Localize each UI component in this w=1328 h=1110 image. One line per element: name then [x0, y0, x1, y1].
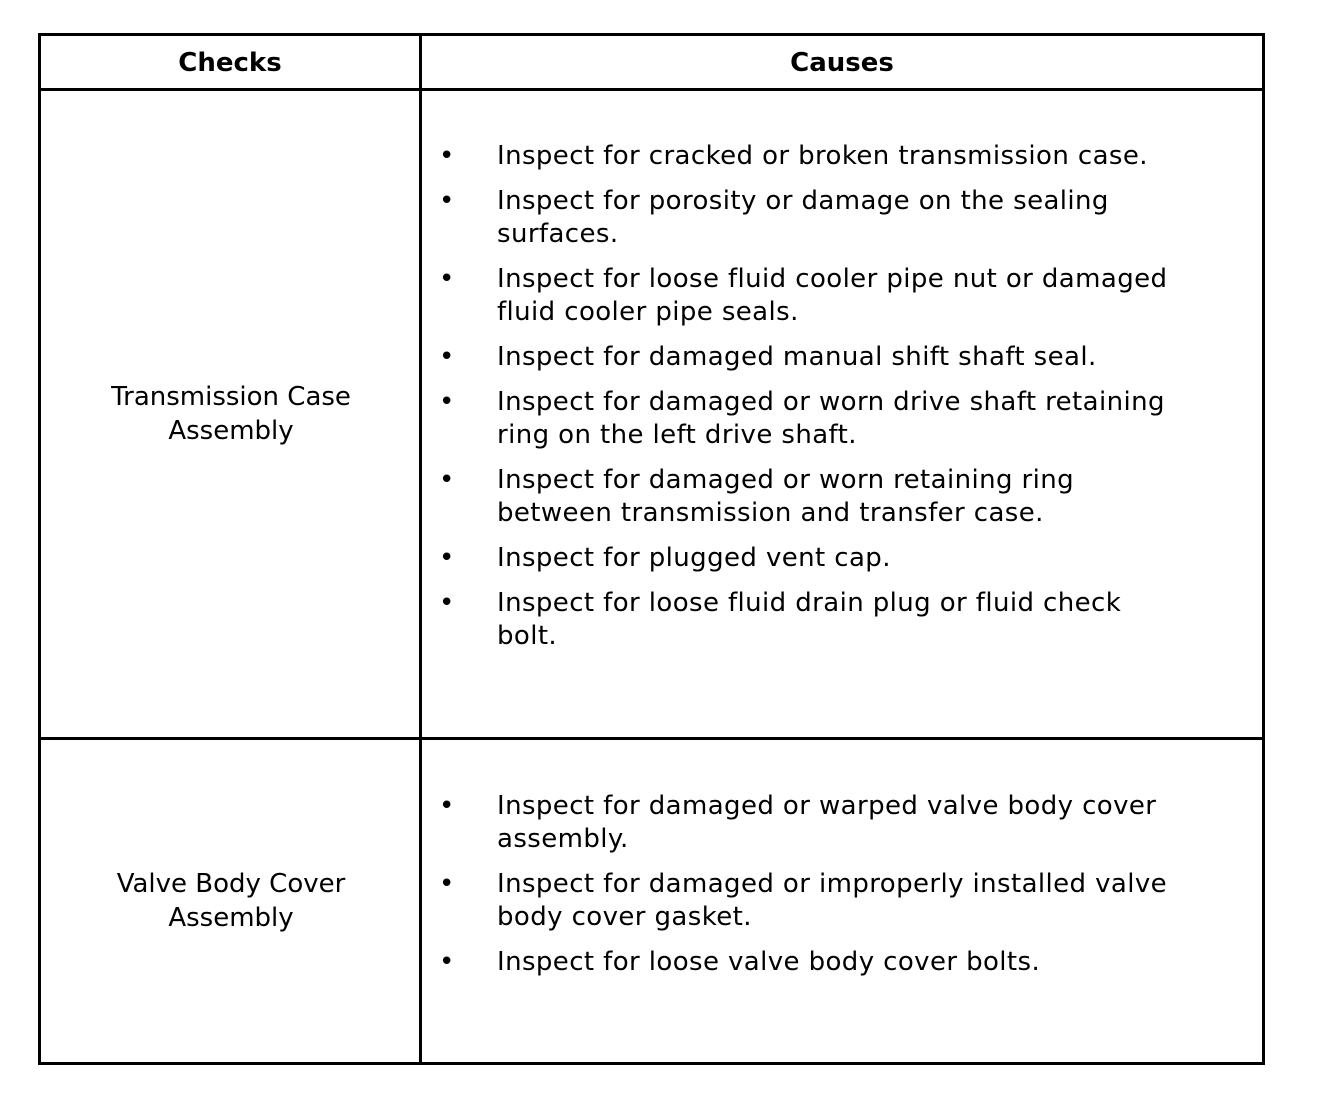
- list-item: • Inspect for loose fluid drain plug or fluid check bolt.: [439, 588, 1122, 651]
- header-causes: Causes: [790, 48, 894, 78]
- checks-causes-table: [38, 33, 1265, 1065]
- list-item: • Inspect for porosity or damage on the sealing surfaces.: [439, 186, 1109, 249]
- row-2-causes: [422, 790, 1262, 991]
- bullet-icon: •: [439, 588, 455, 618]
- bullet-icon: •: [439, 141, 455, 171]
- list-item: • Inspect for damaged or improperly installed valve body cover gasket.: [439, 869, 1168, 932]
- bullet-icon: •: [439, 543, 455, 573]
- list-item: • Inspect for loose valve body cover bolts.: [439, 947, 1041, 977]
- bullet-icon: •: [439, 342, 455, 372]
- bullet-icon: •: [439, 791, 455, 821]
- row-2-causes-list: [422, 790, 1262, 979]
- row-1-causes-list: [422, 140, 1262, 653]
- list-item: • Inspect for cracked or broken transmission case.: [439, 141, 1148, 171]
- list-item: • Inspect for damaged manual shift shaft seal.: [439, 342, 1097, 372]
- list-item: • Inspect for damaged or warped valve body cover assembly.: [439, 791, 1157, 854]
- list-item: • Inspect for plugged vent cap.: [439, 543, 891, 573]
- row-1-causes: [422, 140, 1262, 665]
- bullet-icon: •: [439, 465, 455, 495]
- list-item: • Inspect for damaged or worn drive shaft retaining ring on the left drive shaft.: [439, 387, 1165, 450]
- list-item: • Inspect for damaged or worn retaining ring between transmission and transfer case.: [439, 465, 1075, 528]
- row-1-check-label: Transmission Case Assembly: [111, 382, 351, 446]
- bullet-icon: •: [439, 186, 455, 216]
- row-2-check-label: Valve Body Cover Assembly: [116, 869, 346, 933]
- bullet-icon: •: [439, 387, 455, 417]
- bullet-icon: •: [439, 869, 455, 899]
- row-1-check: [41, 91, 419, 737]
- row-2-check: [41, 740, 419, 1062]
- bullet-icon: •: [439, 947, 455, 977]
- header-checks: Checks: [178, 48, 282, 78]
- list-item: • Inspect for loose fluid cooler pipe nut or damaged fluid cooler pipe seals.: [439, 264, 1168, 327]
- bullet-icon: •: [439, 264, 455, 294]
